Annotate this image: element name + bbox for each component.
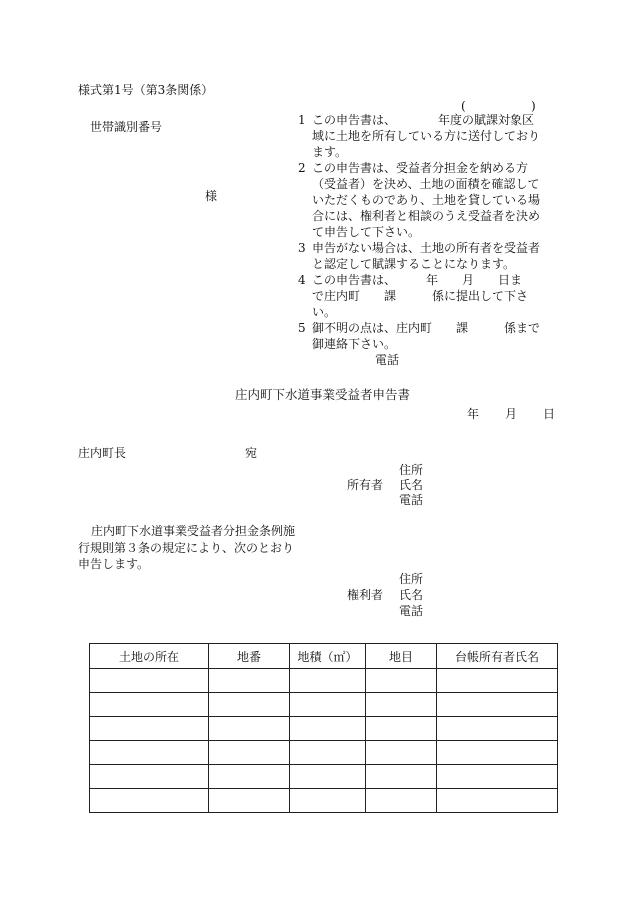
table-cell[interactable]: [366, 789, 437, 813]
note-number: 2: [298, 161, 306, 175]
table-cell[interactable]: [209, 741, 290, 765]
table-cell[interactable]: [209, 765, 290, 789]
table-header-row: [90, 644, 558, 669]
table-cell[interactable]: [366, 693, 437, 717]
note-line: いただくものであり、土地を貸している場: [312, 193, 541, 207]
header-registry-owner: 台帳所有者氏名: [437, 644, 558, 669]
note-line: ます。: [312, 145, 348, 159]
owner-phone-label: 電話: [399, 493, 424, 507]
form-number-label: 様式第1号（第3条関係）: [78, 83, 214, 97]
table-row: [90, 669, 558, 693]
header-land-location: 土地の所在: [90, 644, 209, 669]
owner-name-label: 氏名: [399, 478, 424, 492]
rights-holder-address-label: 住所: [399, 572, 424, 586]
note-line: 申告がない場合は、土地の所有者を受益者: [312, 241, 541, 255]
table-cell[interactable]: [209, 789, 290, 813]
note-line: この申告書は、受益者分担金を納める方: [312, 161, 529, 175]
document-title: 庄内町下水道事業受益者申告書: [235, 387, 411, 402]
table-cell[interactable]: [437, 693, 558, 717]
note-line: い。: [312, 305, 337, 319]
table-cell[interactable]: [290, 693, 366, 717]
table-cell[interactable]: [290, 789, 366, 813]
honorific-sama: 様: [205, 189, 218, 203]
header-lot-number: 地番: [209, 644, 290, 669]
table-row: [90, 693, 558, 717]
declaration-line: 行規則第３条の規定により、次のとおり: [78, 541, 295, 555]
table-cell[interactable]: [290, 765, 366, 789]
table-cell[interactable]: [437, 669, 558, 693]
note-line: 御連絡下さい。: [312, 337, 397, 351]
date-year: 年: [467, 407, 480, 421]
contact-phone-label: 電話: [375, 353, 400, 367]
table-row: [90, 789, 558, 813]
table-cell[interactable]: [437, 717, 558, 741]
rights-holder-phone-label: 電話: [399, 604, 424, 618]
note-line: （受益者）を決め、土地の面積を確認して: [312, 177, 540, 191]
table-cell[interactable]: [90, 717, 209, 741]
rights-holder-role-label: 権利者: [347, 588, 384, 602]
addressee-suffix: 宛: [245, 446, 258, 460]
note-line: 合には、権利者と相談のうえ受益者を決め: [312, 209, 541, 223]
table-cell[interactable]: [90, 789, 209, 813]
rights-holder-name-label: 氏名: [399, 588, 424, 602]
date-month: 月: [505, 407, 518, 421]
note-line: 域に土地を所有している方に送付しており: [312, 129, 541, 143]
table-cell[interactable]: [90, 741, 209, 765]
table-cell[interactable]: [366, 669, 437, 693]
table-cell[interactable]: [290, 741, 366, 765]
note-line: て申告して下さい。: [312, 225, 421, 239]
note-line: この申告書は、 年 月 日ま: [312, 273, 523, 287]
table-cell[interactable]: [437, 741, 558, 765]
table-cell[interactable]: [437, 789, 558, 813]
table-cell[interactable]: [209, 717, 290, 741]
table-cell[interactable]: [366, 717, 437, 741]
table-cell[interactable]: [366, 765, 437, 789]
table-row: [90, 765, 558, 789]
paren-open: (: [461, 99, 466, 113]
table-cell[interactable]: [290, 717, 366, 741]
land-table: [89, 643, 558, 813]
table-cell[interactable]: [290, 669, 366, 693]
table-cell[interactable]: [90, 669, 209, 693]
table-row: [90, 741, 558, 765]
table-row: [90, 717, 558, 741]
table-cell[interactable]: [209, 693, 290, 717]
note-number: 4: [298, 273, 306, 287]
table-cell[interactable]: [437, 765, 558, 789]
table-cell[interactable]: [209, 669, 290, 693]
owner-role-label: 所有者: [347, 478, 384, 492]
owner-address-label: 住所: [399, 463, 424, 477]
household-id-label: 世帯識別番号: [90, 120, 163, 134]
note-number: 1: [298, 113, 306, 127]
paren-close: ): [531, 99, 536, 113]
note-number: 5: [298, 321, 306, 335]
header-land-category: 地目: [366, 644, 437, 669]
note-line: と認定して賦課することになります。: [312, 257, 516, 271]
table-cell[interactable]: [90, 693, 209, 717]
declaration-line: 庄内町下水道事業受益者分担金条例施: [91, 524, 296, 538]
addressee: 庄内町長: [78, 446, 127, 460]
note-number: 3: [298, 241, 306, 255]
note-line: この申告書は、 年度の賦課対象区: [312, 113, 535, 127]
note-line: で庄内町 課 係に提出して下さ: [312, 289, 529, 303]
note-line: 御不明の点は、庄内町 課 係まで: [312, 321, 541, 335]
table-cell[interactable]: [366, 741, 437, 765]
date-day: 日: [543, 407, 556, 421]
declaration-line: 申告します。: [78, 557, 150, 571]
header-land-area: 地積（㎡）: [290, 644, 366, 669]
table-cell[interactable]: [90, 765, 209, 789]
